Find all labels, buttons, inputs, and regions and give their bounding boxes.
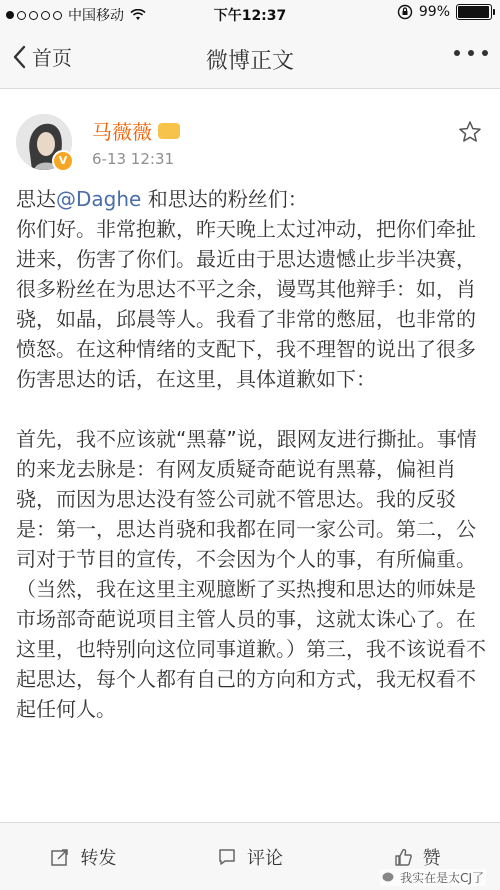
post-paragraph-2: 首先，我不应该就“黑幕”说，跟网友进行撕扯。事情的来龙去脉是：有网友质疑奇葩说有黑幕，偏袒肖骁，而因为思达没有签公司就不管思达。我的反驳是：第一，思达肖骁和我都在同一家公司。第二，公司对于节目的宣传，不会因为个人的事，有所偏重。（当然，我在这里主观臆断了买热搜和思达的师妹是市场部奇葩说项目主管人员的事，这就太诛心了。在这里，也特别向这位同事道歉。）第三，我不该说看不起思达，每个人都有自己的方向和方式，我无权看不起任何人。 bbox=[16, 427, 486, 721]
post-text-after-mention: 和思达的粉丝们： bbox=[141, 187, 308, 211]
page-title: 微博正文 bbox=[205, 49, 294, 74]
battery-icon bbox=[456, 4, 492, 20]
author-name[interactable] bbox=[92, 116, 180, 145]
rotation-lock-icon bbox=[397, 4, 413, 20]
text-fade bbox=[0, 782, 500, 822]
back-label: 首页 bbox=[32, 46, 72, 70]
status-time: 下午12:37 bbox=[213, 8, 287, 24]
thumb-up-icon bbox=[393, 847, 413, 867]
mention-link[interactable]: @Daghe bbox=[56, 187, 142, 211]
more-button[interactable] bbox=[454, 50, 488, 56]
more-icon-dot bbox=[482, 50, 488, 56]
post-time: 6-13 12:31 bbox=[92, 150, 175, 168]
wechat-icon bbox=[382, 872, 396, 884]
watermark bbox=[380, 869, 486, 886]
post-paragraph-1: 你们好。非常抱歉，昨天晚上太过冲动，把你们牵扯进来，伤害了你们。最近由于思达遗憾止步半决赛，很多粉丝在为思达不平之余，谩骂其他辩手：如，肖骁，如晶，邱晨等人。我看了非常的憋屈，也非常的愤怒。在这种情绪的支配下，我不理智的说出了很多伤害思达的话，在这里，具体道歉如下： bbox=[16, 217, 476, 391]
comment-button[interactable] bbox=[167, 823, 334, 890]
comment-label: 评论 bbox=[247, 847, 283, 869]
like-label: 赞 bbox=[422, 847, 441, 869]
verified-badge-icon: V bbox=[52, 150, 74, 172]
comment-icon bbox=[217, 847, 237, 867]
watermark-text: 我实在是太CJ了 bbox=[400, 871, 484, 885]
repost-icon bbox=[50, 847, 70, 867]
post-text-intro: 思达 bbox=[16, 187, 56, 211]
repost-label: 转发 bbox=[80, 847, 117, 869]
battery-percent: 99% bbox=[418, 4, 450, 20]
favorite-star-icon[interactable] bbox=[458, 120, 482, 144]
vip-crown-icon bbox=[158, 123, 180, 139]
more-icon-dot bbox=[468, 50, 474, 56]
nav-bar bbox=[0, 28, 500, 89]
status-bar bbox=[0, 0, 500, 28]
weibo-post bbox=[0, 100, 500, 822]
action-bar bbox=[0, 822, 500, 890]
more-icon-dot bbox=[454, 50, 460, 56]
repost-button[interactable] bbox=[0, 823, 167, 890]
status-right bbox=[397, 4, 492, 20]
author-name-text: 马薇薇 bbox=[92, 120, 152, 144]
carrier-name: 中国移动 bbox=[68, 8, 124, 24]
post-text bbox=[16, 184, 486, 724]
